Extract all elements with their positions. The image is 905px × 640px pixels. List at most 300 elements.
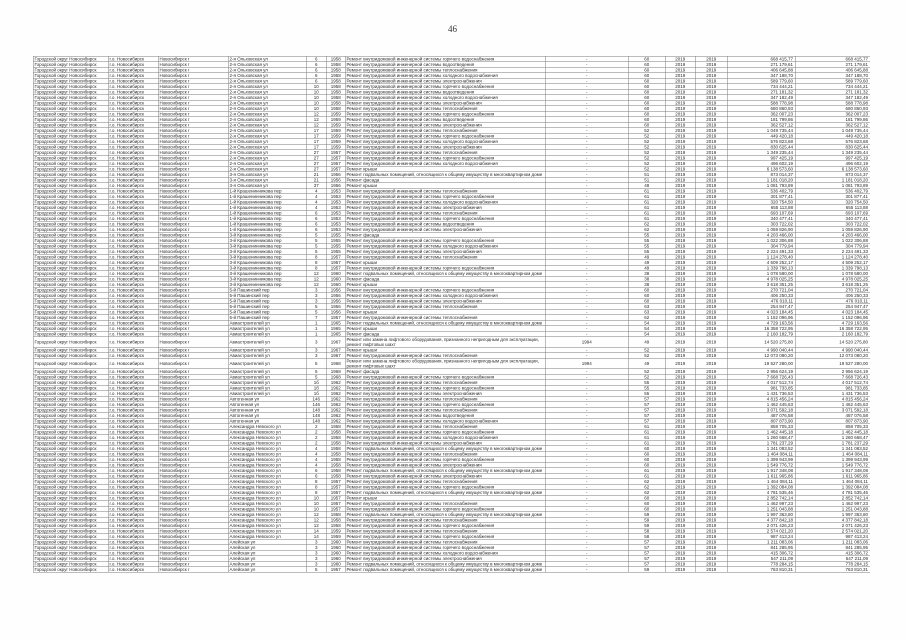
- work-type-cell: Ремонт внутридомовой инженерной системы теплоснабжения: [345, 479, 545, 485]
- work-type-cell: Ремонт крыши: [345, 166, 545, 172]
- indicator-cell: 61: [628, 435, 665, 441]
- settlement-cell: Новосибирск г: [158, 545, 228, 551]
- work-type-cell: Ремонт внутридомовой инженерной системы горячего водоснабжения: [345, 84, 545, 90]
- settlement-cell: Новосибирск г: [158, 556, 228, 562]
- street-cell: 2-я Ольховская ул: [228, 100, 306, 106]
- district-cell: г.о. Новосибирск: [108, 249, 158, 255]
- marker-cell: -: [545, 418, 628, 424]
- end-year-cell: 2019: [695, 495, 727, 501]
- work-type-cell: Ремонт внутридомовой инженерной системы горячего водоснабжения: [345, 457, 545, 463]
- marker-cell: -: [545, 282, 628, 288]
- street-cell: 5-й Пашинский пер: [228, 298, 306, 304]
- end-year-cell: 2019: [695, 315, 727, 321]
- marker-cell: -: [545, 100, 628, 106]
- total-cost-cell: 1 339 798,13: [795, 265, 870, 271]
- house-number-cell: 4: [306, 205, 326, 211]
- end-year-cell: 2019: [695, 216, 727, 222]
- street-cell: Авиастроителей ул: [228, 320, 306, 326]
- work-type-cell: Ремонт внутридомовой инженерной системы электроснабжения: [345, 473, 545, 479]
- cost-cell: 1 431 736,53: [727, 391, 795, 397]
- marker-cell: -: [545, 232, 628, 238]
- district-cell: г.о. Новосибирск: [108, 320, 158, 326]
- municipality-cell: Городской округ Новосибирск: [33, 561, 108, 567]
- street-cell: Алейская ул: [228, 550, 306, 556]
- start-year-cell: 2019: [665, 205, 695, 211]
- municipality-cell: Городской округ Новосибирск: [33, 67, 108, 73]
- end-year-cell: 2019: [695, 199, 727, 205]
- build-year-cell: 1958: [326, 429, 345, 435]
- cost-cell: 1 997 363,80: [727, 512, 795, 518]
- indicator-cell: 57: [628, 539, 665, 545]
- work-type-cell: Ремонт внутридомовой инженерной системы электроснабжения: [345, 144, 545, 150]
- cost-cell: 4 017 512,74: [727, 380, 795, 386]
- settlement-cell: Новосибирск г: [158, 446, 228, 452]
- cost-cell: 4 023 184,45: [727, 309, 795, 315]
- build-year-cell: 1957: [326, 166, 345, 172]
- district-cell: г.о. Новосибирск: [108, 331, 158, 337]
- street-cell: 5-й Пашинский пер: [228, 315, 306, 321]
- house-number-cell: 3: [306, 337, 326, 348]
- indicator-cell: 63: [628, 309, 665, 315]
- house-number-cell: 8: [306, 490, 326, 496]
- street-cell: 2-я Ольховская ул: [228, 161, 306, 167]
- start-year-cell: 2019: [665, 194, 695, 200]
- start-year-cell: 2019: [665, 287, 695, 293]
- street-cell: 3-й Крашенинникова пер: [228, 271, 306, 277]
- work-type-cell: Ремонт внутридомовой инженерной системы горячего водоснабжения: [345, 506, 545, 512]
- indicator-cell: 54: [628, 326, 665, 332]
- settlement-cell: Новосибирск г: [158, 424, 228, 430]
- marker-cell: -: [545, 369, 628, 375]
- total-cost-cell: 4 815 456,24: [795, 396, 870, 402]
- total-cost-cell: 668 415,77: [795, 56, 870, 62]
- start-year-cell: 2019: [665, 95, 695, 101]
- cost-cell: 778 284,15: [727, 561, 795, 567]
- district-cell: г.о. Новосибирск: [108, 67, 158, 73]
- settlement-cell: Новосибирск г: [158, 523, 228, 529]
- house-number-cell: 4: [306, 194, 326, 200]
- district-cell: г.о. Новосибирск: [108, 490, 158, 496]
- indicator-cell: 57: [628, 396, 665, 402]
- district-cell: г.о. Новосибирск: [108, 166, 158, 172]
- indicator-cell: 55: [628, 380, 665, 386]
- end-year-cell: 2019: [695, 249, 727, 255]
- total-cost-cell: 841 285,95: [795, 545, 870, 551]
- street-cell: 2-я Ольховская ул: [228, 139, 306, 145]
- street-cell: 1-й Крашенинникова пер: [228, 199, 306, 205]
- municipality-cell: Городской округ Новосибирск: [33, 473, 108, 479]
- work-type-cell: Ремонт внутридомовой инженерной системы горячего водоснабжения: [345, 287, 545, 293]
- house-number-cell: 2: [306, 424, 326, 430]
- indicator-cell: 62: [628, 484, 665, 490]
- house-number-cell: 17: [306, 133, 326, 139]
- street-cell: Александра Невского ул: [228, 528, 306, 534]
- indicator-cell: 58: [628, 534, 665, 540]
- house-number-cell: 10: [306, 89, 326, 95]
- indicator-cell: 52: [628, 353, 665, 359]
- house-number-cell: 3: [306, 539, 326, 545]
- district-cell: г.о. Новосибирск: [108, 369, 158, 375]
- cost-cell: 1 339 798,13: [727, 265, 795, 271]
- municipality-cell: Городской округ Новосибирск: [33, 440, 108, 446]
- build-year-cell: 1953: [326, 216, 345, 222]
- total-cost-cell: 1 251 043,88: [795, 506, 870, 512]
- marker-cell: -: [545, 161, 628, 167]
- municipality-cell: Городской округ Новосибирск: [33, 539, 108, 545]
- start-year-cell: 2019: [665, 128, 695, 134]
- municipality-cell: Городской округ Новосибирск: [33, 407, 108, 413]
- cost-cell: 1 611 965,86: [727, 473, 795, 479]
- street-cell: 2-я Ольховская ул: [228, 95, 306, 101]
- street-cell: 2-я Ольховская ул: [228, 62, 306, 68]
- total-cost-cell: 2 160 182,79: [795, 331, 870, 337]
- house-number-cell: 2: [306, 435, 326, 441]
- house-number-cell: 6: [306, 67, 326, 73]
- street-cell: 2-я Ольховская ул: [228, 122, 306, 128]
- work-type-cell: Ремонт подвальных помещений, относящихся к общему имуществу в многоквартирном доме: [345, 512, 545, 518]
- build-year-cell: 1962: [326, 418, 345, 424]
- municipality-cell: Городской округ Новосибирск: [33, 391, 108, 397]
- end-year-cell: 2019: [695, 451, 727, 457]
- start-year-cell: 2019: [665, 243, 695, 249]
- house-number-cell: 37: [306, 183, 326, 189]
- work-type-cell: Ремонт крыши: [345, 183, 545, 189]
- total-cost-cell: 1 464 084,11: [795, 479, 870, 485]
- total-cost-cell: 16 358 722,95: [795, 326, 870, 332]
- indicator-cell: 60: [628, 506, 665, 512]
- work-type-cell: Ремонт внутридомовой инженерной системы теплоснабжения: [345, 353, 545, 359]
- district-cell: г.о. Новосибирск: [108, 194, 158, 200]
- start-year-cell: 2019: [665, 249, 695, 255]
- district-cell: г.о. Новосибирск: [108, 315, 158, 321]
- cost-cell: 14 520 275,80: [727, 337, 795, 348]
- build-year-cell: 1959: [326, 144, 345, 150]
- total-cost-cell: 1 917 348,08: [795, 468, 870, 474]
- start-year-cell: 2019: [665, 188, 695, 194]
- total-cost-cell: 1 781 237,29: [795, 440, 870, 446]
- district-cell: г.о. Новосибирск: [108, 139, 158, 145]
- district-cell: г.о. Новосибирск: [108, 407, 158, 413]
- end-year-cell: 2019: [695, 188, 727, 194]
- street-cell: Алейская ул: [228, 545, 306, 551]
- build-year-cell: 1958: [326, 457, 345, 463]
- build-year-cell: 1959: [326, 128, 345, 134]
- house-number-cell: 10: [306, 495, 326, 501]
- build-year-cell: 1959: [326, 133, 345, 139]
- total-cost-cell: 2 956 624,19: [795, 369, 870, 375]
- street-cell: Авиастроителей ул: [228, 347, 306, 353]
- total-cost-cell: 1 022 306,88: [795, 238, 870, 244]
- start-year-cell: 2019: [665, 271, 695, 277]
- municipality-cell: Городской округ Новосибирск: [33, 380, 108, 386]
- municipality-cell: Городской округ Новосибирск: [33, 462, 108, 468]
- build-year-cell: 1958: [326, 100, 345, 106]
- house-number-cell: 4: [306, 199, 326, 205]
- indicator-cell: 49: [628, 260, 665, 266]
- work-type-cell: Ремонт внутридомовой инженерной системы горячего водоснабжения: [345, 194, 545, 200]
- cost-cell: 1 549 776,72: [727, 462, 795, 468]
- cost-cell: 589 779,60: [727, 78, 795, 84]
- street-cell: 3-й Крашенинникова пер: [228, 282, 306, 288]
- build-year-cell: 1955: [326, 249, 345, 255]
- marker-cell: -: [545, 523, 628, 529]
- work-type-cell: Ремонт внутридомовой инженерной системы теплоснабжения: [345, 517, 545, 523]
- total-cost-cell: 362 007,23: [795, 111, 870, 117]
- settlement-cell: Новосибирск г: [158, 440, 228, 446]
- street-cell: Алейская ул: [228, 539, 306, 545]
- total-cost-cell: 3 071 592,18: [795, 407, 870, 413]
- indicator-cell: 60: [628, 457, 665, 463]
- end-year-cell: 2019: [695, 161, 727, 167]
- house-number-cell: 12: [306, 117, 326, 123]
- cost-cell: 1 464 084,11: [727, 479, 795, 485]
- indicator-cell: 57: [628, 402, 665, 408]
- marker-cell: -: [545, 111, 628, 117]
- cost-cell: 4 509 252,17: [727, 260, 795, 266]
- total-cost-cell: 547 211,09: [795, 556, 870, 562]
- street-cell: Алейская ул: [228, 561, 306, 567]
- marker-cell: -: [545, 407, 628, 413]
- end-year-cell: 2019: [695, 293, 727, 299]
- work-type-cell: Ремонт внутридомовой инженерной системы горячего водоснабжения: [345, 534, 545, 540]
- settlement-cell: Новосибирск г: [158, 227, 228, 233]
- work-type-cell: Ремонт внутридомовой инженерной системы электроснабжения: [345, 78, 545, 84]
- settlement-cell: Новосибирск г: [158, 418, 228, 424]
- marker-cell: -: [545, 539, 628, 545]
- settlement-cell: Новосибирск г: [158, 128, 228, 134]
- indicator-cell: 61: [628, 440, 665, 446]
- cost-cell: 1 464 084,11: [727, 451, 795, 457]
- build-year-cell: 1959: [326, 111, 345, 117]
- end-year-cell: 2019: [695, 254, 727, 260]
- cost-cell: 4 815 456,24: [727, 396, 795, 402]
- end-year-cell: 2019: [695, 331, 727, 337]
- house-number-cell: 12: [306, 122, 326, 128]
- start-year-cell: 2019: [665, 276, 695, 282]
- indicator-cell: 63: [628, 304, 665, 310]
- street-cell: 1-й Крашенинникова пер: [228, 194, 306, 200]
- municipality-cell: Городской округ Новосибирск: [33, 534, 108, 540]
- work-type-cell: Ремонт подвальных помещений, относящихся к общему имуществу в многоквартирном доме: [345, 561, 545, 567]
- house-number-cell: 12: [306, 276, 326, 282]
- work-type-cell: Ремонт внутридомовой инженерной системы теплоснабжения: [345, 150, 545, 156]
- work-type-cell: Ремонт внутридомовой инженерной системы горячего водоснабжения: [345, 374, 545, 380]
- district-cell: г.о. Новосибирск: [108, 326, 158, 332]
- settlement-cell: Новосибирск г: [158, 150, 228, 156]
- district-cell: г.о. Новосибирск: [108, 100, 158, 106]
- settlement-cell: Новосибирск г: [158, 194, 228, 200]
- municipality-cell: Городской округ Новосибирск: [33, 177, 108, 183]
- end-year-cell: 2019: [695, 276, 727, 282]
- end-year-cell: 2019: [695, 440, 727, 446]
- work-type-cell: Ремонт или замена лифтового оборудования, признанного непригодным для эксплуатации, ремонт лифтовых шахт: [345, 358, 545, 369]
- start-year-cell: 2019: [665, 418, 695, 424]
- house-number-cell: 10: [306, 100, 326, 106]
- build-year-cell: 1953: [326, 221, 345, 227]
- settlement-cell: Новосибирск г: [158, 216, 228, 222]
- municipality-cell: Городской округ Новосибирск: [33, 479, 108, 485]
- start-year-cell: 2019: [665, 183, 695, 189]
- start-year-cell: 2019: [665, 391, 695, 397]
- build-year-cell: 1958: [326, 78, 345, 84]
- settlement-cell: Новосибирск г: [158, 380, 228, 386]
- settlement-cell: Новосибирск г: [158, 407, 228, 413]
- work-type-cell: Ремонт внутридомовой инженерной системы электроснабжения: [345, 391, 545, 397]
- work-type-cell: Ремонт фасада: [345, 331, 545, 337]
- municipality-cell: Городской округ Новосибирск: [33, 451, 108, 457]
- house-number-cell: 14: [306, 528, 326, 534]
- indicator-cell: 60: [628, 495, 665, 501]
- work-type-cell: Ремонт внутридомовой инженерной системы теплоснабжения: [345, 304, 545, 310]
- street-cell: Авиастроителей ул: [228, 385, 306, 391]
- start-year-cell: 2019: [665, 260, 695, 266]
- marker-cell: -: [545, 139, 628, 145]
- work-type-cell: Ремонт внутридомовой инженерной системы теплоснабжения: [345, 210, 545, 216]
- indicator-cell: 52: [628, 155, 665, 161]
- total-cost-cell: 4 990 040,44: [795, 347, 870, 353]
- total-cost-cell: 1 059 826,90: [795, 227, 870, 233]
- marker-cell: -: [545, 199, 628, 205]
- municipality-cell: Городской округ Новосибирск: [33, 567, 108, 573]
- total-cost-cell: 1 462 445,63: [795, 402, 870, 408]
- end-year-cell: 2019: [695, 177, 727, 183]
- start-year-cell: 2019: [665, 304, 695, 310]
- district-cell: г.о. Новосибирск: [108, 429, 158, 435]
- settlement-cell: Новосибирск г: [158, 517, 228, 523]
- settlement-cell: Новосибирск г: [158, 111, 228, 117]
- total-cost-cell: 830 625,44: [795, 144, 870, 150]
- marker-cell: -: [545, 194, 628, 200]
- cost-cell: 4 377 842,18: [727, 517, 795, 523]
- marker-cell: -: [545, 385, 628, 391]
- build-year-cell: 1957: [326, 484, 345, 490]
- settlement-cell: Новосибирск г: [158, 512, 228, 518]
- start-year-cell: 2019: [665, 309, 695, 315]
- total-cost-cell: 347 188,70: [795, 73, 870, 79]
- indicator-cell: 60: [628, 62, 665, 68]
- street-cell: 2-я Ольховская ул: [228, 166, 306, 172]
- settlement-cell: Новосибирск г: [158, 100, 228, 106]
- cost-cell: 734 444,21: [727, 84, 795, 90]
- work-type-cell: Ремонт внутридомовой инженерной системы горячего водоснабжения: [345, 216, 545, 222]
- marker-cell: -: [545, 62, 628, 68]
- total-cost-cell: 449 420,18: [795, 133, 870, 139]
- cost-cell: 271 181,32: [727, 89, 795, 95]
- start-year-cell: 2019: [665, 462, 695, 468]
- start-year-cell: 2019: [665, 337, 695, 348]
- settlement-cell: Новосибирск г: [158, 106, 228, 112]
- indicator-cell: 57: [628, 418, 665, 424]
- end-year-cell: 2019: [695, 133, 727, 139]
- indicator-cell: 61: [628, 210, 665, 216]
- district-cell: г.о. Новосибирск: [108, 468, 158, 474]
- cost-cell: 4 203 466,00: [727, 232, 795, 238]
- settlement-cell: Новосибирск г: [158, 133, 228, 139]
- house-number-cell: 6: [306, 210, 326, 216]
- indicator-cell: 55: [628, 232, 665, 238]
- work-type-cell: Ремонт внутридомовой инженерной системы горячего водоснабжения: [345, 56, 545, 62]
- total-cost-cell: 576 823,68: [795, 139, 870, 145]
- house-number-cell: 7: [306, 315, 326, 321]
- work-type-cell: Ремонт внутридомовой инженерной системы холодного водоснабжения: [345, 293, 545, 299]
- end-year-cell: 2019: [695, 56, 727, 62]
- cost-cell: 1 211 083,06: [727, 539, 795, 545]
- house-number-cell: 21: [306, 172, 326, 178]
- marker-cell: -: [545, 501, 628, 507]
- settlement-cell: Новосибирск г: [158, 315, 228, 321]
- total-cost-cell: 7 668 726,43: [795, 374, 870, 380]
- district-cell: г.о. Новосибирск: [108, 282, 158, 288]
- indicator-cell: 57: [628, 413, 665, 419]
- work-type-cell: Ремонт крыши: [345, 309, 545, 315]
- indicator-cell: 60: [628, 287, 665, 293]
- cost-cell: 576 823,68: [727, 139, 795, 145]
- settlement-cell: Новосибирск г: [158, 462, 228, 468]
- municipality-cell: Городской округ Новосибирск: [33, 62, 108, 68]
- municipality-cell: Городской округ Новосибирск: [33, 326, 108, 332]
- marker-cell: -: [545, 133, 628, 139]
- start-year-cell: 2019: [665, 440, 695, 446]
- settlement-cell: Новосибирск г: [158, 435, 228, 441]
- district-cell: г.о. Новосибирск: [108, 122, 158, 128]
- work-type-cell: Ремонт внутридомовой инженерной системы теплоснабжения: [345, 128, 545, 134]
- start-year-cell: 2019: [665, 501, 695, 507]
- marker-cell: -: [545, 227, 628, 233]
- cost-cell: 1 081 793,89: [727, 183, 795, 189]
- marker-cell: -: [545, 490, 628, 496]
- total-cost-cell: 487 076,58: [795, 413, 870, 419]
- municipality-cell: Городской округ Новосибирск: [33, 402, 108, 408]
- build-year-cell: 1957: [326, 490, 345, 496]
- house-number-cell: 3: [306, 545, 326, 551]
- settlement-cell: Новосибирск г: [158, 67, 228, 73]
- settlement-cell: Новосибирск г: [158, 451, 228, 457]
- municipality-cell: Городской округ Новосибирск: [33, 139, 108, 145]
- settlement-cell: Новосибирск г: [158, 232, 228, 238]
- street-cell: Александра Невского ул: [228, 484, 306, 490]
- marker-cell: -: [545, 304, 628, 310]
- table-viewport: [33, 56, 870, 622]
- work-type-cell: Ремонт крыши: [345, 495, 545, 501]
- total-cost-cell: 655 113,88: [795, 205, 870, 211]
- district-cell: г.о. Новосибирск: [108, 539, 158, 545]
- marker-cell: -: [545, 216, 628, 222]
- municipality-cell: Городской округ Новосибирск: [33, 331, 108, 337]
- house-number-cell: 27: [306, 166, 326, 172]
- settlement-cell: Новосибирск г: [158, 122, 228, 128]
- end-year-cell: 2019: [695, 320, 727, 326]
- settlement-cell: Новосибирск г: [158, 188, 228, 194]
- settlement-cell: Новосибирск г: [158, 479, 228, 485]
- municipality-cell: Городской округ Новосибирск: [33, 282, 108, 288]
- build-year-cell: 1953: [326, 205, 345, 211]
- district-cell: г.о. Новосибирск: [108, 106, 158, 112]
- work-type-cell: Ремонт внутридомовой инженерной системы теплоснабжения: [345, 315, 545, 321]
- district-cell: г.о. Новосибирск: [108, 265, 158, 271]
- build-year-cell: 1958: [326, 512, 345, 518]
- build-year-cell: 1960: [326, 561, 345, 567]
- district-cell: г.о. Новосибирск: [108, 298, 158, 304]
- marker-cell: -: [545, 391, 628, 397]
- marker-cell: -: [545, 106, 628, 112]
- total-cost-cell: 1 462 445,18: [795, 429, 870, 435]
- end-year-cell: 2019: [695, 326, 727, 332]
- house-number-cell: 10: [306, 95, 326, 101]
- build-year-cell: 1958: [326, 89, 345, 95]
- cost-cell: 830 625,44: [727, 144, 795, 150]
- settlement-cell: Новосибирск г: [158, 117, 228, 123]
- settlement-cell: Новосибирск г: [158, 276, 228, 282]
